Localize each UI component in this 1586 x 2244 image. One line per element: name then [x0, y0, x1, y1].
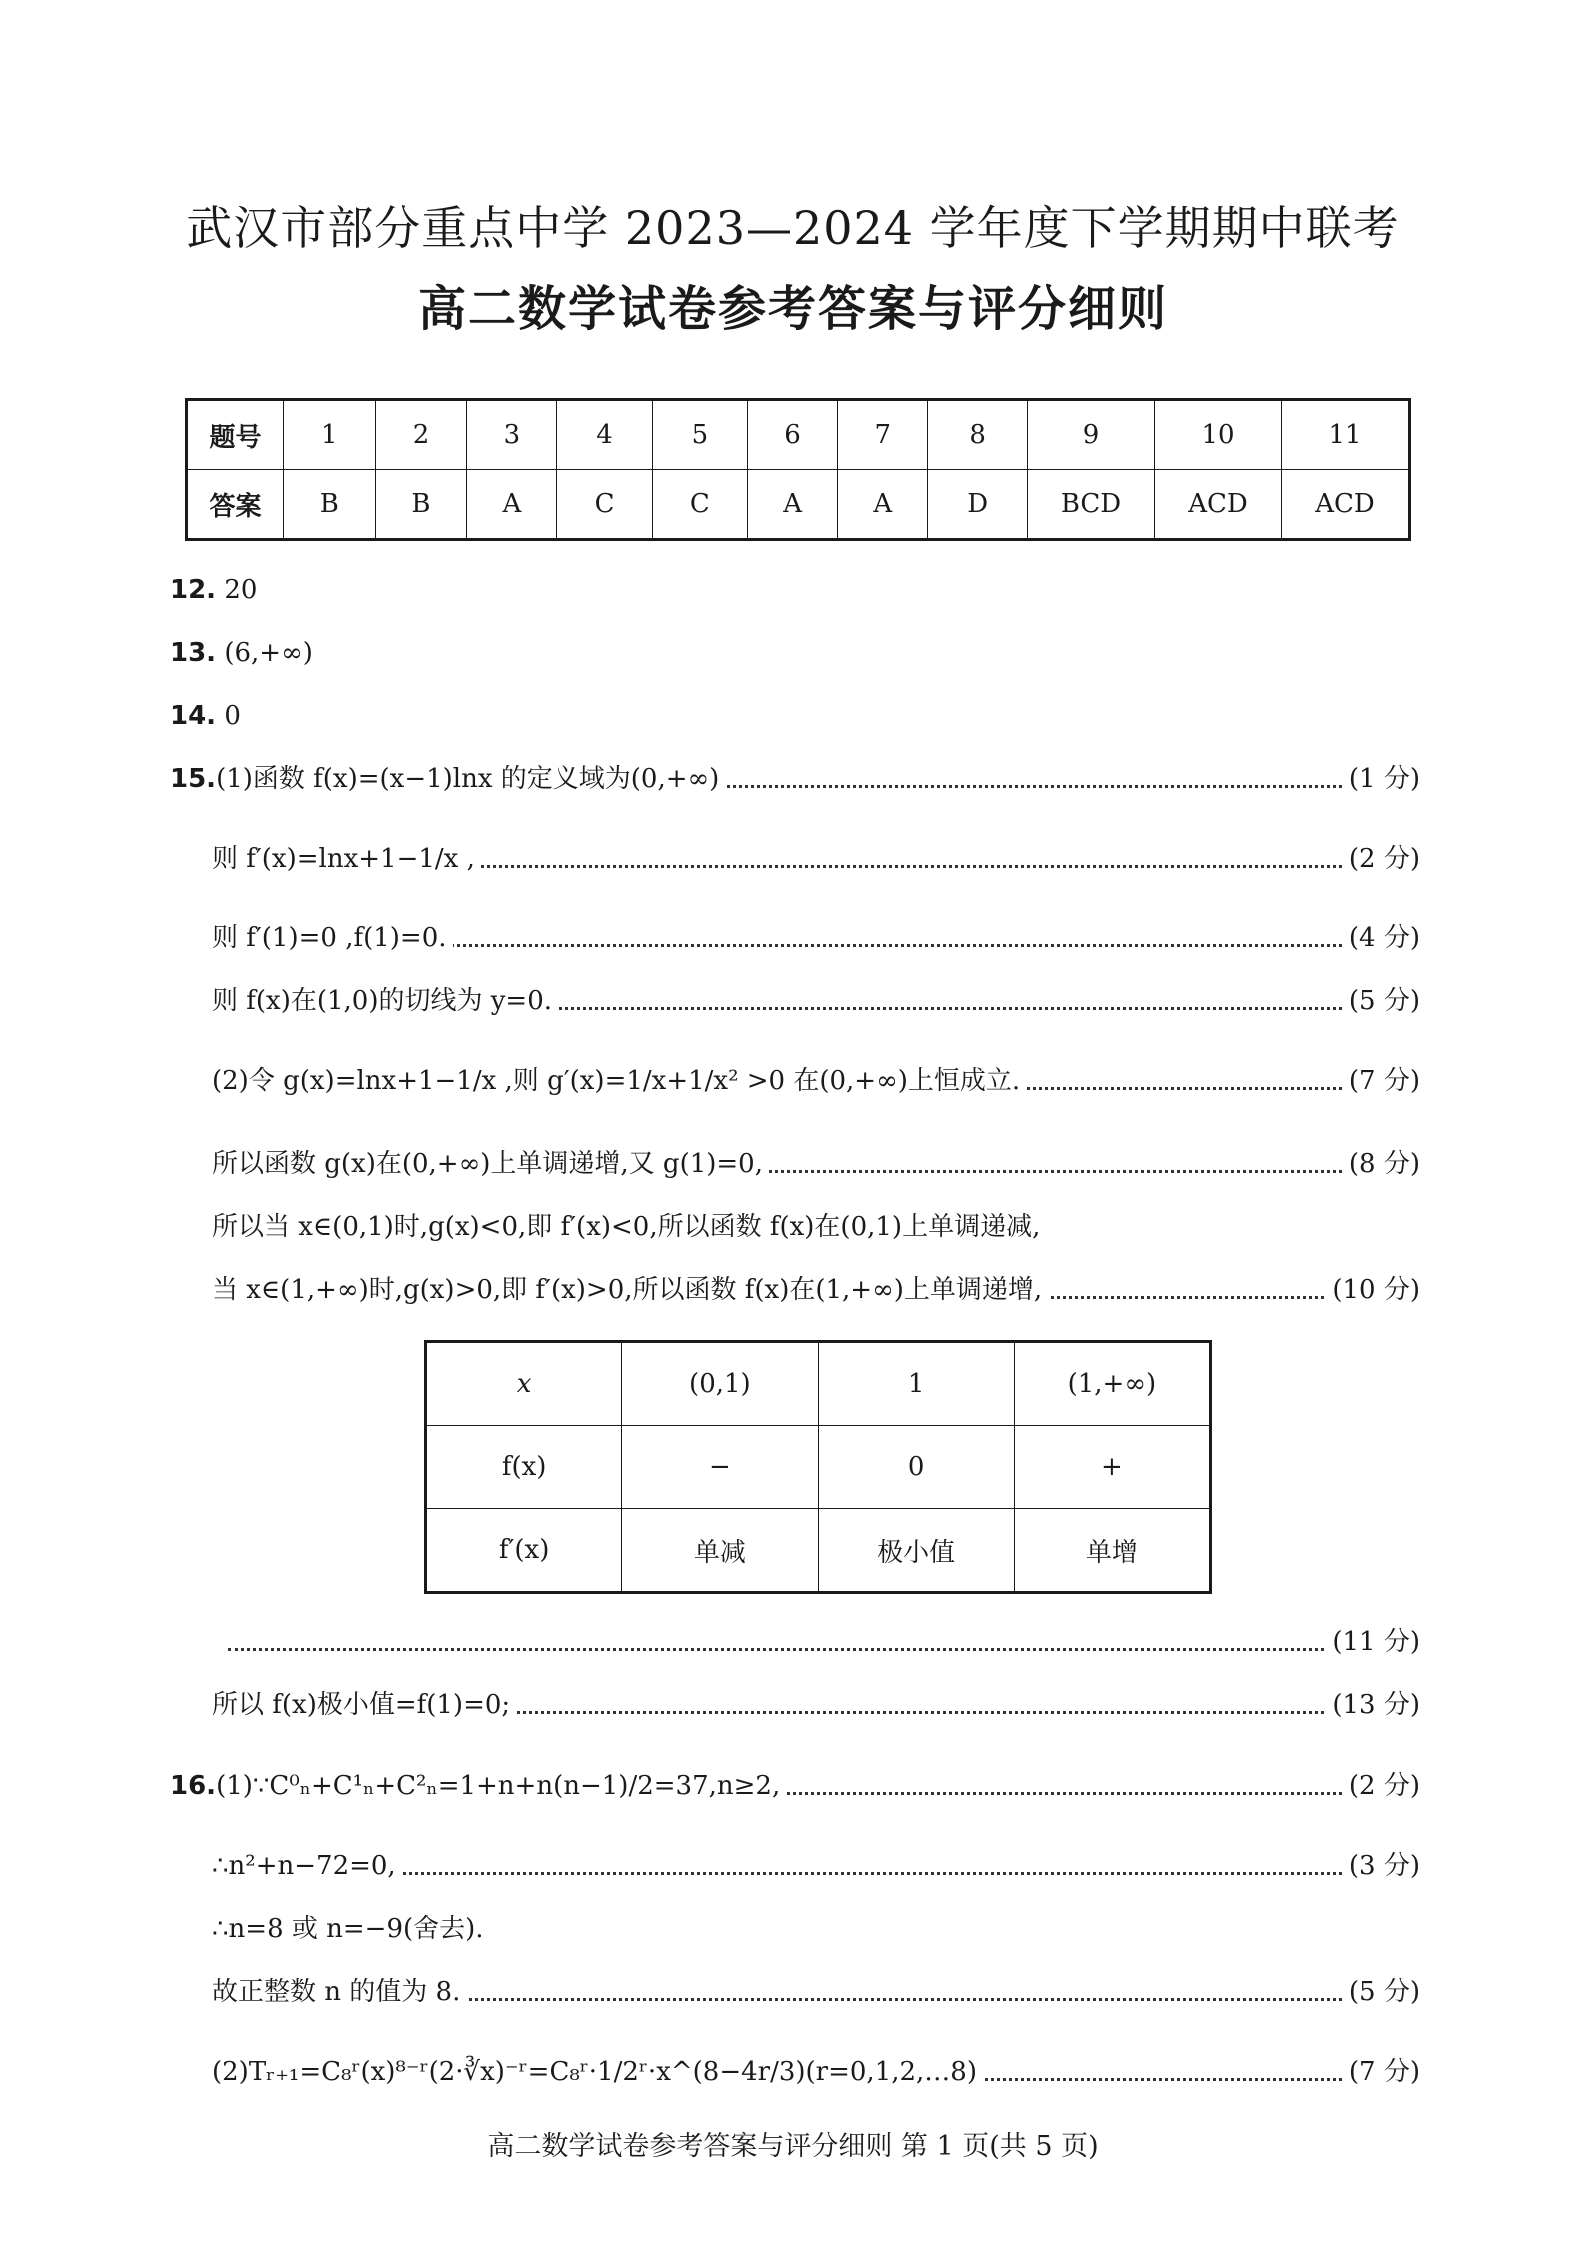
- answer-cell: A: [748, 470, 838, 540]
- table-cell: f′(x): [426, 1509, 622, 1593]
- step-text: ∴n²+n−72=0,: [212, 1851, 402, 1881]
- table-cell: 1: [818, 1342, 1014, 1426]
- answer-14: [170, 696, 1420, 736]
- page-subtitle: 高二数学试卷参考答案与评分细则: [417, 281, 1168, 337]
- table-row: [426, 1342, 1211, 1426]
- page-title: 武汉市部分重点中学 2023—2024 学年度下学期期中联考: [186, 201, 1400, 255]
- answer-cell: A: [467, 470, 557, 540]
- answer-text: (6,+∞): [224, 638, 313, 668]
- q15-line-6: [212, 1144, 1420, 1184]
- score-label: (3 分): [1343, 1846, 1420, 1886]
- q16-line-4: [212, 1972, 1420, 2012]
- question-number-label: 12.: [170, 575, 217, 605]
- question-number: 6: [748, 400, 838, 470]
- score-label: (13 分): [1326, 1685, 1420, 1725]
- question-number: 10: [1155, 400, 1282, 470]
- question-number: 4: [557, 400, 652, 470]
- score-label: (7 分): [1343, 1061, 1420, 1101]
- score-label: (8 分): [1343, 1144, 1420, 1184]
- answer-text: 0: [224, 701, 241, 731]
- score-label: (2 分): [1343, 1766, 1420, 1806]
- step-text: 所以当 x∈(0,1)时,g(x)<0,即 f′(x)<0,所以函数 f(x)在(0,1)上单调递减,: [212, 1212, 1046, 1242]
- question-number-label: 14.: [170, 701, 217, 731]
- answer-cell: C: [652, 470, 747, 540]
- question-number-label: 13.: [170, 638, 217, 668]
- table-cell: (0,1): [622, 1342, 818, 1426]
- page-footer: 高二数学试卷参考答案与评分细则 第 1 页(共 5 页): [487, 2131, 1099, 2162]
- step-text: 故正整数 n 的值为 8.: [212, 1977, 466, 2007]
- q16-text: [170, 1771, 786, 1801]
- table-cell: 单减: [622, 1509, 818, 1593]
- score-label: (4 分): [1343, 918, 1420, 958]
- table-cell: (1,+∞): [1014, 1342, 1210, 1426]
- step-text: (1)∵C⁰ₙ+C¹ₙ+C²ₙ=1+n+n(n−1)/2=37,n≥2,: [216, 1771, 781, 1801]
- score-label: (11 分): [1326, 1622, 1420, 1662]
- table-cell: 极小值: [818, 1509, 1014, 1593]
- answer-cell: D: [928, 470, 1028, 540]
- step-text: 则 f′(1)=0 ,f(1)=0.: [212, 923, 453, 953]
- step-text: (1)函数 f(x)=(x−1)lnx 的定义域为(0,+∞): [216, 764, 720, 794]
- score-label: (5 分): [1343, 981, 1420, 1021]
- step-text: (2)令 g(x)=lnx+1−1/x ,则 g′(x)=1/x+1/x² >0 在(0,+∞)上恒成立.: [212, 1066, 1026, 1096]
- question-number: 11: [1282, 400, 1410, 470]
- step-text: 则 f′(x)=lnx+1−1/x ,: [212, 844, 481, 874]
- table-cell: +: [1014, 1426, 1210, 1509]
- step-text: 则 f(x)在(1,0)的切线为 y=0.: [212, 986, 558, 1016]
- question-number: 9: [1028, 400, 1155, 470]
- step-text: 当 x∈(1,+∞)时,g(x)>0,即 f′(x)>0,所以函数 f(x)在(1,+∞)上单调递增,: [212, 1275, 1048, 1305]
- question-number: 2: [375, 400, 467, 470]
- table-row: [426, 1509, 1211, 1593]
- score-label: (2 分): [1343, 839, 1420, 879]
- question-number: 5: [652, 400, 747, 470]
- table-row: [426, 1426, 1211, 1509]
- q16-line-1: [170, 1766, 1420, 1806]
- table-cell: f(x): [426, 1426, 622, 1509]
- q15-line-4: [212, 981, 1420, 1021]
- question-number-label: 15.: [170, 764, 217, 794]
- q15-line-7: [212, 1207, 1420, 1247]
- answer-table-answer-row: [187, 470, 1410, 540]
- q16-line-2: [212, 1846, 1420, 1886]
- answer-13: [170, 633, 1420, 673]
- answer-cell: A: [838, 470, 928, 540]
- step-text: 所以函数 g(x)在(0,+∞)上单调递增,又 g(1)=0,: [212, 1149, 769, 1179]
- table-cell: −: [622, 1426, 818, 1509]
- answer-table-number-row: [187, 400, 1410, 470]
- score-label: (5 分): [1343, 1972, 1420, 2012]
- q16-line-5: [212, 2052, 1420, 2092]
- step-text: (2)Tᵣ₊₁=C₈ʳ(x)⁸⁻ʳ(2·∛x)⁻ʳ=C₈ʳ·1/2ʳ·x^(8−4r/3)(r=0,1,2,…8): [212, 2057, 983, 2087]
- answer-cell: B: [375, 470, 467, 540]
- q15-line-8: [212, 1270, 1420, 1310]
- question-number-label: 16.: [170, 1771, 217, 1801]
- question-number: 3: [467, 400, 557, 470]
- score-label: (10 分): [1326, 1270, 1420, 1310]
- score-label: (7 分): [1343, 2052, 1420, 2092]
- answer-cell: ACD: [1155, 470, 1282, 540]
- row-label-answer: 答案: [187, 470, 284, 540]
- answer-text: 20: [224, 575, 258, 605]
- q15-line-1: [170, 759, 1420, 799]
- q15-final-line: [212, 1685, 1420, 1725]
- variation-table: [424, 1340, 1212, 1594]
- step-text: 所以 f(x)极小值=f(1)=0;: [212, 1690, 516, 1720]
- step-text: ∴n=8 或 n=−9(舍去).: [212, 1914, 490, 1944]
- answer-cell: B: [284, 470, 376, 540]
- table-cell: 单增: [1014, 1509, 1210, 1593]
- question-number: 7: [838, 400, 928, 470]
- table-cell: 0: [818, 1426, 1014, 1509]
- answer-table: [185, 398, 1411, 541]
- score-label: (1 分): [1343, 759, 1420, 799]
- answer-cell: C: [557, 470, 652, 540]
- answer-cell: ACD: [1282, 470, 1410, 540]
- q15-line-5: [212, 1061, 1420, 1101]
- answer-cell: BCD: [1028, 470, 1155, 540]
- row-label-number: 题号: [187, 400, 284, 470]
- question-number: 1: [284, 400, 376, 470]
- answer-12: [170, 570, 1420, 610]
- q15-line-2: [212, 839, 1420, 879]
- table-cell: x: [426, 1342, 622, 1426]
- q15-text: [170, 764, 725, 794]
- q15-line-3: [212, 918, 1420, 958]
- q16-line-3: [212, 1909, 1420, 1949]
- question-number: 8: [928, 400, 1028, 470]
